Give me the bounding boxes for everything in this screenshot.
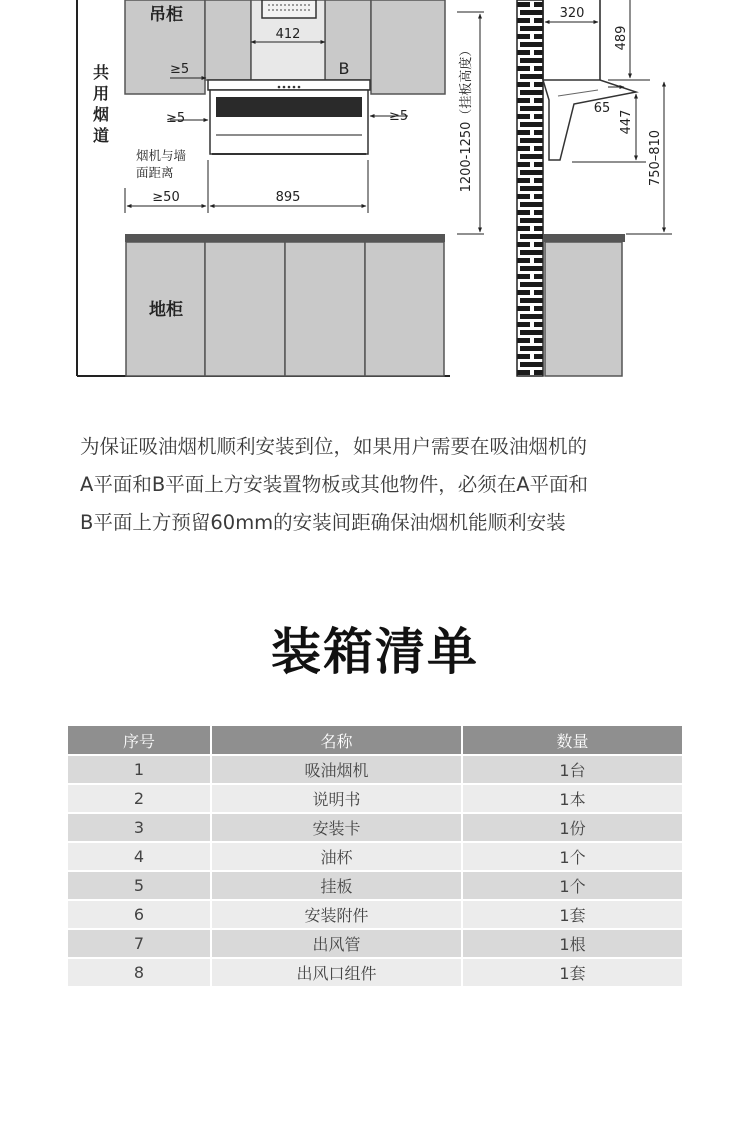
dim-895: 895: [275, 190, 301, 205]
cell-name: 安装附件: [211, 900, 462, 929]
table-row: [68, 813, 682, 842]
wall-distance-label-2: 面距离: [136, 165, 174, 180]
table-row: [68, 929, 682, 958]
base-cabinet-4: [365, 242, 444, 376]
wall-cabinet-right: [371, 0, 445, 94]
cell-quantity: 1份: [462, 813, 682, 842]
mount-height-label: 1200-1250（挂板高度）: [459, 43, 474, 193]
cell-quantity: 1本: [462, 784, 682, 813]
table-row: [68, 958, 682, 987]
cell-name: 挂板: [211, 871, 462, 900]
side-base-cabinet: [545, 242, 622, 376]
cell-quantity: 1个: [462, 842, 682, 871]
cell-index: 5: [68, 871, 211, 900]
cell-index: 4: [68, 842, 211, 871]
cell-quantity: 1套: [462, 900, 682, 929]
dim-ge50: ≥50: [152, 190, 180, 205]
wall-cabinet-middle-left: [205, 0, 251, 80]
gap-top-label: ≥5: [170, 62, 190, 77]
note-line-3: B平面上方预留60mm的安装间距确保油烟机能顺利安装: [80, 511, 566, 534]
hood-panel: [216, 97, 362, 117]
dim-412: 412: [275, 27, 301, 42]
cell-quantity: 1套: [462, 958, 682, 987]
hood-top-plate: [208, 80, 370, 90]
base-cabinet-3: [285, 242, 365, 376]
wall-distance-label-1: 烟机与墙: [136, 148, 187, 163]
wall-cabinet-label: 吊柜: [149, 5, 183, 25]
header-name: 名称: [211, 726, 462, 755]
table-row: [68, 842, 682, 871]
dim-320: 320: [559, 6, 585, 21]
cell-name: 油杯: [211, 842, 462, 871]
cell-index: 2: [68, 784, 211, 813]
cell-quantity: 1根: [462, 929, 682, 958]
note-line-2: A平面和B平面上方安装置物板或其他物件，必须在A平面和: [80, 473, 589, 496]
installation-note: [80, 428, 690, 542]
cell-quantity: 1个: [462, 871, 682, 900]
cell-index: 1: [68, 755, 211, 784]
table-header-row: [68, 726, 682, 755]
dim-447: 447: [619, 109, 634, 135]
note-line-1: 为保证吸油烟机顺利安装到位，如果用户需要在吸油烟机的: [80, 435, 588, 458]
installation-diagram: [0, 0, 750, 400]
dim-750-810: 750–810: [648, 129, 663, 187]
cell-quantity: 1台: [462, 755, 682, 784]
cell-index: 3: [68, 813, 211, 842]
cell-name: 出风管: [211, 929, 462, 958]
header-quantity: 数量: [462, 726, 682, 755]
header-index: 序号: [68, 726, 211, 755]
packing-list-table: [68, 726, 682, 988]
flue-char-1: 共: [92, 63, 110, 82]
side-view: [517, 0, 672, 376]
flue-char-4: 道: [92, 126, 110, 145]
table-row: [68, 755, 682, 784]
brick-wall: [517, 0, 543, 376]
base-cabinet-label: 地柜: [149, 300, 183, 320]
cell-name: 出风口组件: [211, 958, 462, 987]
dim-65: 65: [593, 101, 611, 116]
table-row: [68, 900, 682, 929]
gap-left-label: ≥5: [166, 111, 186, 126]
countertop: [125, 234, 445, 242]
cell-index: 7: [68, 929, 211, 958]
side-countertop: [543, 234, 625, 242]
table-row: [68, 871, 682, 900]
flue-char-2: 用: [92, 84, 110, 103]
cell-name: 说明书: [211, 784, 462, 813]
cell-index: 6: [68, 900, 211, 929]
plane-b-label: B: [338, 59, 350, 78]
vent-grille: [262, 0, 316, 18]
cell-name: 安装卡: [211, 813, 462, 842]
base-cabinet-2: [205, 242, 285, 376]
cell-name: 吸油烟机: [211, 755, 462, 784]
cell-index: 8: [68, 958, 211, 987]
flue-char-3: 烟: [92, 105, 110, 124]
gap-right-label: ≥5: [389, 109, 409, 124]
front-view: [77, 0, 484, 376]
dim-489: 489: [614, 25, 629, 51]
packing-list-title: 装箱清单: [271, 623, 479, 681]
table-row: [68, 784, 682, 813]
